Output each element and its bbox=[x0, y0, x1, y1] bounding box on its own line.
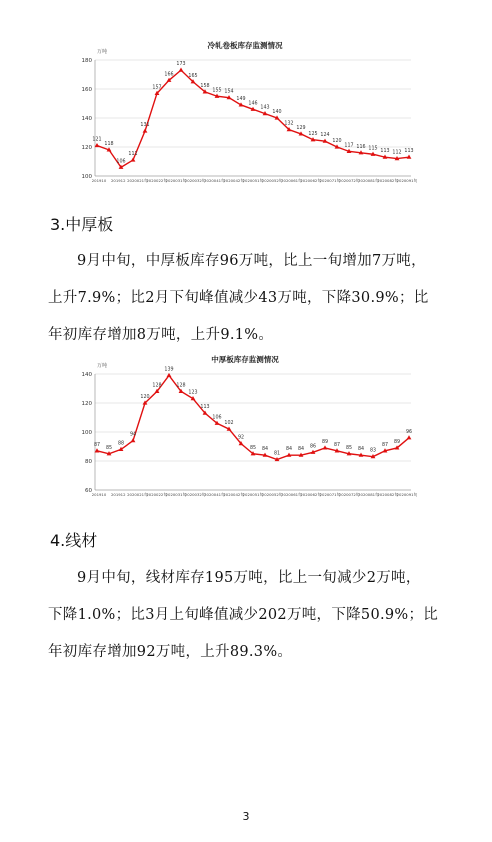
data-point bbox=[95, 448, 100, 452]
data-point bbox=[407, 435, 412, 439]
data-label: 124 bbox=[320, 133, 330, 139]
y-tick-label: 100 bbox=[81, 430, 92, 436]
data-label: 111 bbox=[128, 152, 138, 158]
data-label: 132 bbox=[284, 121, 294, 127]
data-label: 118 bbox=[104, 141, 114, 147]
page-number: 3 bbox=[242, 810, 250, 823]
data-label: 128 bbox=[152, 383, 162, 389]
data-label: 85 bbox=[249, 445, 257, 451]
x-tick-label: 2020071旬 bbox=[319, 178, 341, 183]
data-label: 173 bbox=[176, 62, 186, 68]
y-tick-label: 180 bbox=[81, 58, 92, 64]
x-tick-label: 2020061旬 bbox=[281, 178, 302, 183]
data-label: 113 bbox=[200, 405, 210, 411]
data-label: 84 bbox=[261, 447, 269, 453]
data-label: 166 bbox=[164, 72, 174, 78]
data-label: 158 bbox=[200, 83, 210, 89]
data-label: 112 bbox=[392, 150, 402, 156]
y-tick-label: 80 bbox=[85, 459, 92, 465]
chart-title: 冷轧卷板库存监测情况 bbox=[207, 41, 283, 50]
data-point bbox=[95, 143, 100, 147]
section-4-line-1: 9月中旬，线材库存195万吨，比上一旬减少2万吨， bbox=[77, 570, 421, 586]
data-label: 131 bbox=[140, 123, 150, 129]
section-3-heading: 3.中厚板 bbox=[50, 215, 114, 234]
section-4-line-2: 下降1.0%；比3月上旬峰值减少202万吨，下降50.9%；比 bbox=[48, 607, 439, 623]
x-tick-label: 201910 bbox=[91, 492, 107, 497]
section-4-heading: 4.线材 bbox=[50, 531, 98, 550]
data-label: 115 bbox=[368, 146, 378, 152]
data-label: 113 bbox=[380, 149, 390, 155]
data-label: 121 bbox=[92, 137, 102, 143]
data-label: 154 bbox=[224, 89, 234, 95]
x-tick-label: 2020022旬 bbox=[146, 492, 168, 497]
x-tick-label: 2020062旬 bbox=[300, 178, 322, 183]
data-label: 83 bbox=[369, 448, 377, 454]
data-label: 139 bbox=[164, 367, 174, 373]
data-label: 87 bbox=[333, 442, 341, 448]
section-3-line-3: 年初库存增加8万吨，上升9.1%。 bbox=[48, 327, 274, 343]
x-tick-label: 2020032旬 bbox=[184, 492, 206, 497]
x-tick-label: 2020052旬 bbox=[261, 178, 283, 183]
data-label: 146 bbox=[248, 101, 258, 107]
chart-title: 中厚板库存监测情况 bbox=[211, 355, 279, 364]
x-tick-label: 2020082旬 bbox=[377, 492, 399, 497]
data-label: 155 bbox=[212, 88, 222, 94]
data-point bbox=[143, 128, 148, 132]
data-label: 88 bbox=[117, 441, 125, 447]
x-tick-label: 2020041旬 bbox=[204, 178, 225, 183]
x-tick-label: 2020042旬 bbox=[223, 492, 245, 497]
data-label: 87 bbox=[93, 442, 101, 448]
x-tick-label: 2020052旬 bbox=[261, 492, 283, 497]
x-tick-label: 2020021旬 bbox=[127, 492, 148, 497]
x-tick-label: 2020071旬 bbox=[319, 492, 341, 497]
x-tick-label: 2020072旬 bbox=[338, 178, 360, 183]
data-label: 120 bbox=[332, 139, 342, 144]
x-tick-label: 2020041旬 bbox=[204, 492, 225, 497]
data-point bbox=[167, 373, 172, 377]
data-label: 128 bbox=[176, 383, 186, 389]
y-tick-label: 120 bbox=[81, 145, 92, 151]
data-label: 149 bbox=[236, 96, 246, 102]
data-label: 86 bbox=[309, 444, 317, 450]
data-label: 84 bbox=[297, 447, 305, 453]
data-label: 125 bbox=[308, 131, 318, 137]
data-label: 84 bbox=[357, 447, 365, 453]
x-tick-label: 2020072旬 bbox=[338, 492, 360, 497]
data-point bbox=[323, 445, 328, 449]
x-tick-label: 2020091旬 bbox=[396, 178, 418, 183]
y-tick-label: 60 bbox=[85, 488, 92, 494]
section-4-line-3: 年初库存增加92万吨，上升89.3%。 bbox=[48, 644, 293, 660]
x-tick-label: 2020081旬 bbox=[358, 178, 379, 183]
data-label: 143 bbox=[260, 105, 270, 111]
section-3-line-2: 上升7.9%；比2月下旬峰值减少43万吨，下降30.9%；比 bbox=[48, 290, 429, 306]
data-label: 85 bbox=[345, 445, 353, 451]
data-label: 89 bbox=[321, 439, 329, 445]
cold-rolled-inventory-chart bbox=[75, 38, 418, 188]
data-label: 87 bbox=[381, 442, 389, 448]
x-tick-label: 2020032旬 bbox=[184, 178, 206, 183]
x-tick-label: 2020082旬 bbox=[377, 178, 399, 183]
x-tick-label: 2020042旬 bbox=[223, 178, 245, 183]
data-point bbox=[131, 438, 136, 442]
x-tick-label: 2020022旬 bbox=[146, 178, 168, 183]
data-label: 120 bbox=[140, 395, 150, 400]
data-label: 89 bbox=[393, 439, 401, 445]
x-tick-label: 2020051旬 bbox=[242, 178, 264, 183]
y-tick-label: 160 bbox=[81, 87, 92, 93]
y-tick-label: 140 bbox=[81, 372, 92, 378]
y-unit-label: 万吨 bbox=[97, 49, 108, 55]
x-tick-label: 201910 bbox=[91, 178, 107, 183]
data-label: 117 bbox=[344, 143, 354, 149]
data-label: 116 bbox=[356, 144, 366, 150]
data-label: 92 bbox=[237, 435, 245, 441]
x-tick-label: 201912 bbox=[111, 178, 126, 183]
chart-svg bbox=[75, 38, 418, 188]
data-label: 165 bbox=[188, 73, 198, 79]
data-label: 84 bbox=[285, 447, 293, 453]
data-point bbox=[179, 68, 184, 72]
x-tick-label: 2020021旬 bbox=[127, 178, 148, 183]
chart-svg bbox=[75, 352, 418, 502]
data-label: 81 bbox=[273, 451, 281, 457]
data-label: 157 bbox=[152, 85, 162, 91]
data-label: 106 bbox=[116, 159, 126, 165]
x-tick-label: 2020031旬 bbox=[165, 492, 187, 497]
y-tick-label: 120 bbox=[81, 401, 92, 407]
y-unit-label: 万吨 bbox=[97, 363, 108, 369]
x-tick-label: 201912 bbox=[111, 492, 126, 497]
y-tick-label: 100 bbox=[81, 174, 92, 180]
data-label: 85 bbox=[105, 445, 113, 451]
data-label: 94 bbox=[129, 432, 137, 438]
x-tick-label: 2020081旬 bbox=[358, 492, 379, 497]
y-tick-label: 140 bbox=[81, 116, 92, 122]
data-label: 113 bbox=[404, 149, 414, 155]
data-label: 106 bbox=[212, 415, 222, 421]
data-label: 96 bbox=[405, 429, 413, 435]
section-3-line-1: 9月中旬，中厚板库存96万吨，比上一旬增加7万吨， bbox=[77, 253, 426, 269]
x-tick-label: 2020062旬 bbox=[300, 492, 322, 497]
data-label: 123 bbox=[188, 390, 198, 396]
data-label: 129 bbox=[296, 125, 306, 131]
data-label: 102 bbox=[224, 421, 234, 427]
x-tick-label: 2020051旬 bbox=[242, 492, 264, 497]
data-label: 140 bbox=[272, 110, 282, 115]
plate-inventory-chart bbox=[75, 352, 418, 502]
x-tick-label: 2020031旬 bbox=[165, 178, 187, 183]
x-tick-label: 2020061旬 bbox=[281, 492, 302, 497]
x-tick-label: 2020091旬 bbox=[396, 492, 418, 497]
data-point bbox=[131, 157, 136, 161]
